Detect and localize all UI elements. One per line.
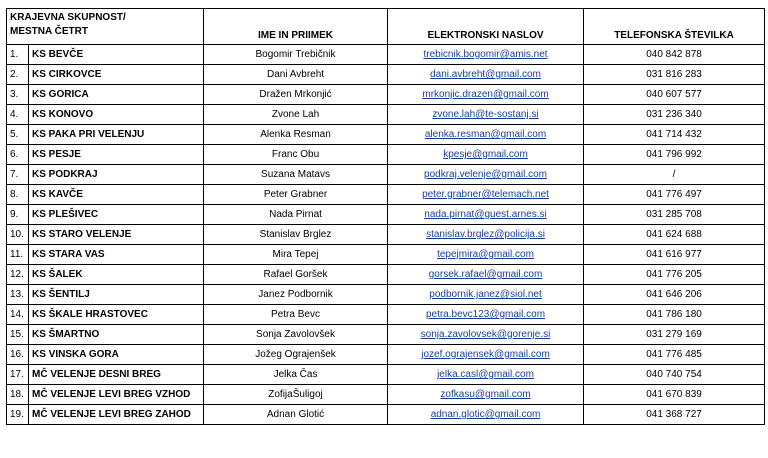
area-name: KS ŠMARTNO (29, 325, 204, 345)
table-row (7, 105, 765, 125)
email-link[interactable]: tepejmira@gmail.com (437, 249, 534, 260)
phone-number: 041 624 688 (584, 225, 765, 245)
email-link[interactable]: jelka.casl@gmail.com (437, 369, 534, 380)
phone-number: 041 796 992 (584, 145, 765, 165)
table-row (7, 305, 765, 325)
table-row (7, 245, 765, 265)
row-number: 15. (7, 325, 29, 345)
person-name: Petra Bevc (204, 305, 388, 325)
email-link[interactable]: mrkonjic.drazen@gmail.com (422, 89, 549, 100)
area-name: KS STARA VAS (29, 245, 204, 265)
row-number: 9. (7, 205, 29, 225)
email-link[interactable]: sonja.zavolovsek@gorenje.si (420, 329, 551, 340)
area-name: MČ VELENJE LEVI BREG VZHOD (29, 385, 204, 405)
person-name: Jelka Čas (204, 365, 388, 385)
header-row (7, 9, 765, 45)
area-name: KS PLEŠIVEC (29, 205, 204, 225)
email-cell (388, 85, 584, 105)
row-number: 8. (7, 185, 29, 205)
person-name: Dražen Mrkonjić (204, 85, 388, 105)
area-name: KS PODKRAJ (29, 165, 204, 185)
email-cell (388, 385, 584, 405)
row-number: 19. (7, 405, 29, 425)
table-row (7, 225, 765, 245)
email-cell (388, 285, 584, 305)
email-cell (388, 165, 584, 185)
row-number: 3. (7, 85, 29, 105)
row-number: 12. (7, 265, 29, 285)
email-link[interactable]: petra.bevc123@gmail.com (425, 309, 546, 320)
email-link[interactable]: gorsek.rafael@gmail.com (428, 269, 543, 280)
area-name: KS VINSKA GORA (29, 345, 204, 365)
row-number: 4. (7, 105, 29, 125)
email-link[interactable]: zvone.lah@te-sostanj.si (432, 109, 539, 120)
area-name: MČ VELENJE DESNI BREG (29, 365, 204, 385)
table-row (7, 85, 765, 105)
table-row (7, 45, 765, 65)
phone-number: 041 786 180 (584, 305, 765, 325)
row-number: 16. (7, 345, 29, 365)
header-person: IME IN PRIIMEK (204, 9, 388, 45)
row-number: 1. (7, 45, 29, 65)
email-cell (388, 145, 584, 165)
phone-number: 040 740 754 (584, 365, 765, 385)
table-row (7, 405, 765, 425)
area-name: KS CIRKOVCE (29, 65, 204, 85)
email-cell (388, 365, 584, 385)
table-row (7, 165, 765, 185)
header-phone: TELEFONSKA ŠTEVILKA (584, 9, 765, 45)
row-number: 7. (7, 165, 29, 185)
person-name: Rafael Goršek (204, 265, 388, 285)
area-name: KS STARO VELENJE (29, 225, 204, 245)
row-number: 6. (7, 145, 29, 165)
area-name: KS KONOVO (29, 105, 204, 125)
table-row (7, 285, 765, 305)
person-name: Zvone Lah (204, 105, 388, 125)
header-area (7, 9, 204, 45)
table-row (7, 205, 765, 225)
email-cell (388, 325, 584, 345)
row-number: 14. (7, 305, 29, 325)
email-cell (388, 345, 584, 365)
table-row (7, 185, 765, 205)
email-link[interactable]: dani.avbreht@gmail.com (430, 69, 541, 80)
table-row (7, 345, 765, 365)
email-link[interactable]: podbornik.janez@siol.net (429, 289, 542, 300)
email-link[interactable]: trebicnik.bogomir@amis.net (423, 49, 548, 60)
email-link[interactable]: peter.grabner@telemach.net (422, 189, 549, 200)
phone-number: 041 776 485 (584, 345, 765, 365)
row-number: 2. (7, 65, 29, 85)
email-cell (388, 265, 584, 285)
person-name: Alenka Resman (204, 125, 388, 145)
area-name: KS BEVČE (29, 45, 204, 65)
email-cell (388, 65, 584, 85)
table-body (7, 9, 765, 425)
email-cell (388, 185, 584, 205)
row-number: 18. (7, 385, 29, 405)
email-link[interactable]: zofkasu@gmail.com (440, 389, 531, 400)
phone-number: 031 816 283 (584, 65, 765, 85)
email-cell (388, 105, 584, 125)
email-link[interactable]: adnan.glotic@gmail.com (430, 409, 541, 420)
person-name: Sonja Zavolovšek (204, 325, 388, 345)
email-link[interactable]: alenka.resman@gmail.com (424, 129, 547, 140)
row-number: 17. (7, 365, 29, 385)
person-name: Suzana Matavs (204, 165, 388, 185)
header-area-line2: MESTNA ČETRT (10, 26, 88, 37)
email-cell (388, 305, 584, 325)
person-name: Franc Obu (204, 145, 388, 165)
email-cell (388, 125, 584, 145)
row-number: 5. (7, 125, 29, 145)
email-link[interactable]: jozef.ograjensek@gmail.com (421, 349, 550, 360)
table-row (7, 125, 765, 145)
row-number: 10. (7, 225, 29, 245)
area-name: KS ŠENTILJ (29, 285, 204, 305)
area-name: KS KAVČE (29, 185, 204, 205)
person-name: Stanislav Brglez (204, 225, 388, 245)
table-row (7, 65, 765, 85)
area-name: KS PAKA PRI VELENJU (29, 125, 204, 145)
row-number: 11. (7, 245, 29, 265)
table-row (7, 145, 765, 165)
person-name: ZofijaŠuligoj (204, 385, 388, 405)
phone-number: 041 670 839 (584, 385, 765, 405)
header-email: ELEKTRONSKI NASLOV (388, 9, 584, 45)
person-name: Jožeg Ograjenšek (204, 345, 388, 365)
table-row (7, 365, 765, 385)
phone-number: 040 842 878 (584, 45, 765, 65)
email-link[interactable]: kpesje@gmail.com (443, 149, 528, 160)
table-row (7, 385, 765, 405)
table-row (7, 325, 765, 345)
email-cell (388, 45, 584, 65)
phone-number: 041 776 497 (584, 185, 765, 205)
email-link[interactable]: nada.pirnat@guest.arnes.si (424, 209, 547, 220)
phone-number: 040 607 577 (584, 85, 765, 105)
phone-number: 041 368 727 (584, 405, 765, 425)
email-cell (388, 205, 584, 225)
email-link[interactable]: stanislav.brglez@policija.si (426, 229, 545, 240)
phone-number: 031 236 340 (584, 105, 765, 125)
email-cell (388, 405, 584, 425)
phone-number: 041 776 205 (584, 265, 765, 285)
table-row (7, 265, 765, 285)
area-name: KS ŠALEK (29, 265, 204, 285)
email-cell (388, 225, 584, 245)
phone-number: 041 646 206 (584, 285, 765, 305)
person-name: Mira Tepej (204, 245, 388, 265)
person-name: Adnan Glotić (204, 405, 388, 425)
area-name: MČ VELENJE LEVI BREG ZAHOD (29, 405, 204, 425)
person-name: Bogomir Trebičnik (204, 45, 388, 65)
email-link[interactable]: podkraj.velenje@gmail.com (424, 169, 547, 180)
area-name: KS GORICA (29, 85, 204, 105)
person-name: Dani Avbreht (204, 65, 388, 85)
phone-number: / (584, 165, 765, 185)
person-name: Peter Grabner (204, 185, 388, 205)
email-cell (388, 245, 584, 265)
header-area-line1: KRAJEVNA SKUPNOST/ (10, 12, 126, 23)
area-name: KS PESJE (29, 145, 204, 165)
person-name: Nada Pirnat (204, 205, 388, 225)
phone-number: 041 714 432 (584, 125, 765, 145)
phone-number: 031 279 169 (584, 325, 765, 345)
person-name: Janez Podbornik (204, 285, 388, 305)
phone-number: 031 285 708 (584, 205, 765, 225)
phone-number: 041 616 977 (584, 245, 765, 265)
contacts-table (6, 8, 765, 425)
row-number: 13. (7, 285, 29, 305)
area-name: KS ŠKALE HRASTOVEC (29, 305, 204, 325)
